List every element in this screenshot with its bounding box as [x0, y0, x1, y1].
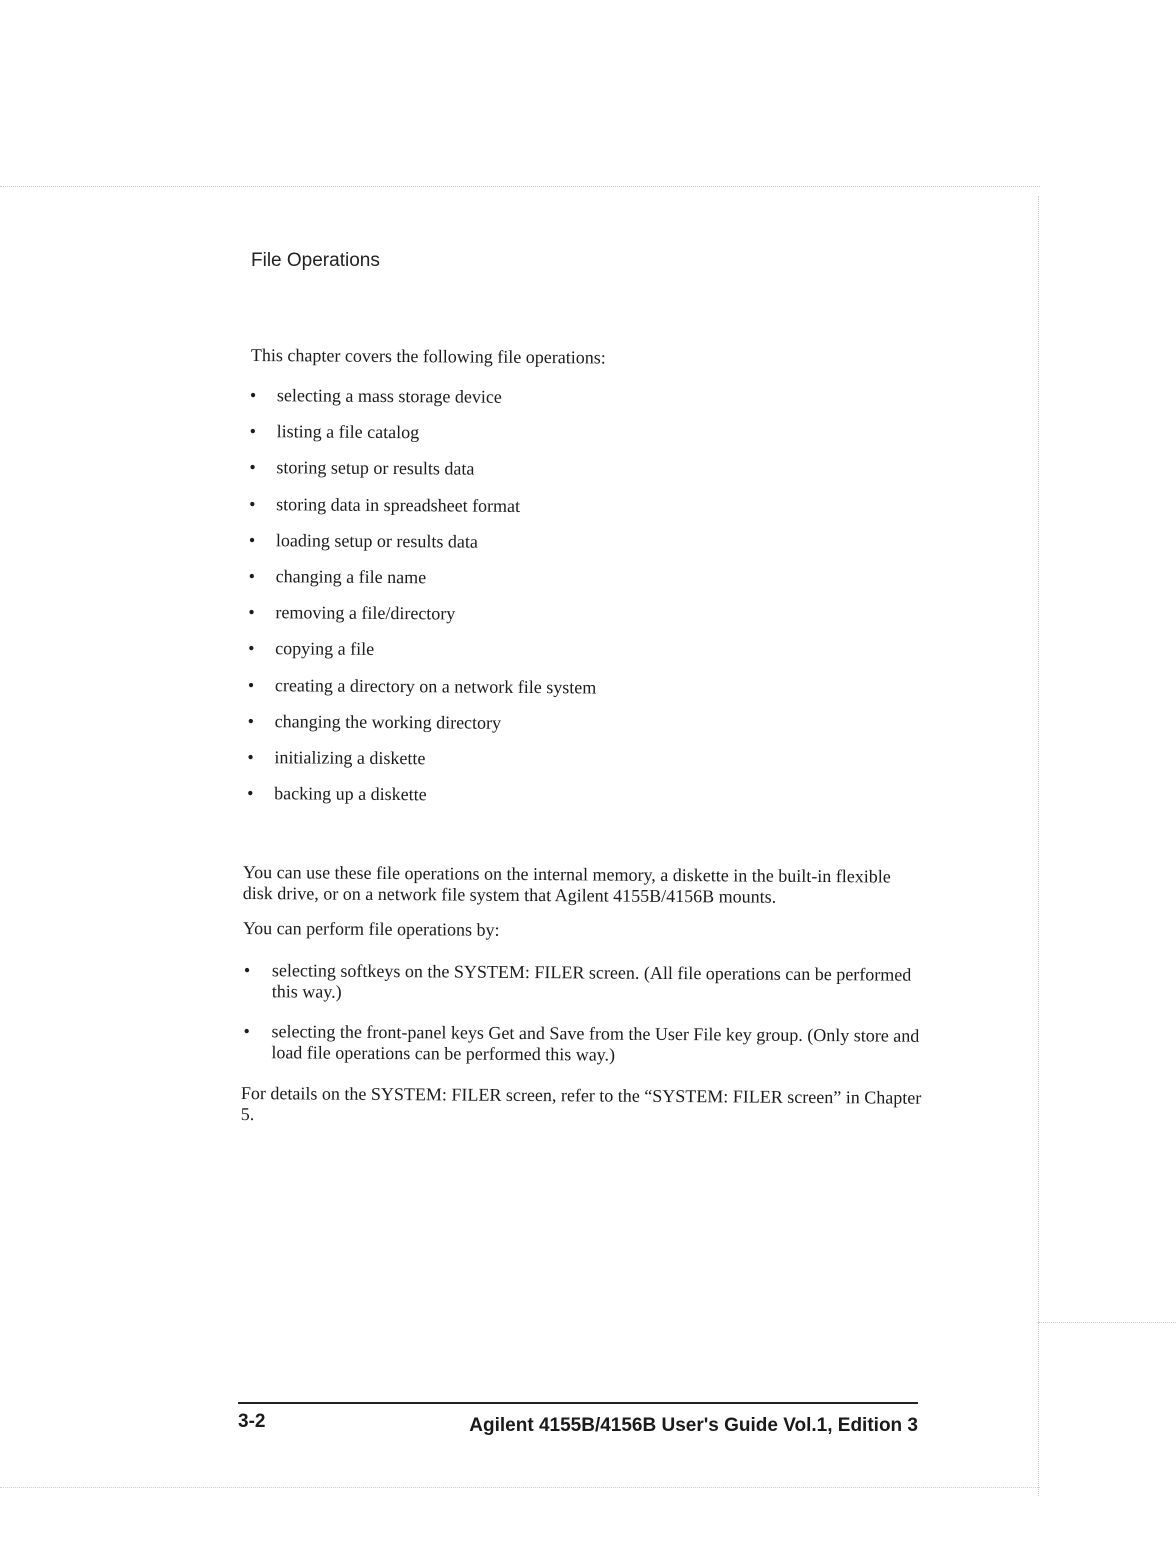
footer-title: Agilent 4155B/4156B User's Guide Vol.1, Edition 3 [469, 1415, 918, 1436]
scan-border-side [1038, 1322, 1176, 1323]
list-item-text: creating a directory on a network file system [274, 674, 597, 697]
list-item-text: backing up a diskette [274, 783, 427, 805]
list-item [243, 421, 598, 460]
bullet: • [247, 710, 255, 731]
bullet: • [249, 421, 257, 442]
bullet: • [247, 674, 255, 695]
bullet: • [248, 529, 256, 550]
scan-border-bottom [0, 1487, 1040, 1488]
methods-intro: You can perform file operations by: [242, 918, 500, 940]
storage-paragraph: You can use these file operations on the internal memory, a diskette in the built-in flexible disk drive, or on a network file system that Agilent 4155B/4156B mounts. [242, 862, 891, 907]
list-item [243, 530, 598, 569]
reference-paragraph: For details on the SYSTEM: FILER screen, refer to the “SYSTEM: FILER screen” in Chapter 5. [240, 1083, 922, 1125]
list-item [243, 457, 598, 496]
list-item-text: selecting softkeys on the SYSTEM: FILER screen. (All file operations can be performed this way.) [271, 960, 912, 1002]
scan-border-top [0, 186, 1040, 187]
list-item [242, 638, 597, 677]
list-item-text: copying a file [275, 638, 375, 660]
intro-paragraph: This chapter covers the following file operations: [250, 345, 606, 368]
bullet: • [243, 960, 251, 981]
bullet: • [243, 1021, 250, 1042]
list-item [244, 385, 599, 424]
list-item-text: initializing a diskette [274, 747, 426, 769]
list-item-text: changing a file name [275, 566, 427, 588]
list-item-text: selecting the front-panel keys Get and Save from the User File key group. (Only store and load file operations can be performed this way.) [271, 1021, 920, 1065]
bullet: • [247, 783, 254, 804]
list-item-text: selecting a mass storage device [276, 385, 502, 407]
list-item [242, 566, 597, 605]
list-item-text: listing a file catalog [276, 421, 420, 443]
list-item [238, 960, 928, 1007]
bullet: • [248, 638, 255, 659]
methods-list [237, 960, 928, 1087]
list-item-text: changing the working directory [274, 710, 502, 733]
bullet: • [248, 602, 255, 623]
bullet: • [248, 565, 256, 587]
page-number: 3-2 [238, 1411, 266, 1432]
list-item-text: storing setup or results data [276, 457, 475, 479]
operations-list [241, 385, 598, 822]
bullet: • [247, 746, 254, 767]
list-item [241, 711, 596, 750]
scan-border-right [1038, 196, 1039, 1496]
list-item [237, 1021, 927, 1068]
list-item-text: loading setup or results data [275, 529, 478, 552]
bullet: • [249, 457, 256, 478]
footer-rule [238, 1402, 918, 1404]
list-item [242, 674, 597, 713]
list-item [243, 494, 598, 533]
list-item-text: storing data in spreadsheet format [276, 493, 521, 516]
list-item [241, 783, 596, 822]
bullet: • [249, 493, 256, 514]
list-item-text: removing a file/directory [275, 602, 456, 624]
list-item [241, 747, 596, 786]
bullet: • [249, 385, 257, 406]
section-title: File Operations [251, 250, 380, 271]
list-item [242, 602, 597, 641]
